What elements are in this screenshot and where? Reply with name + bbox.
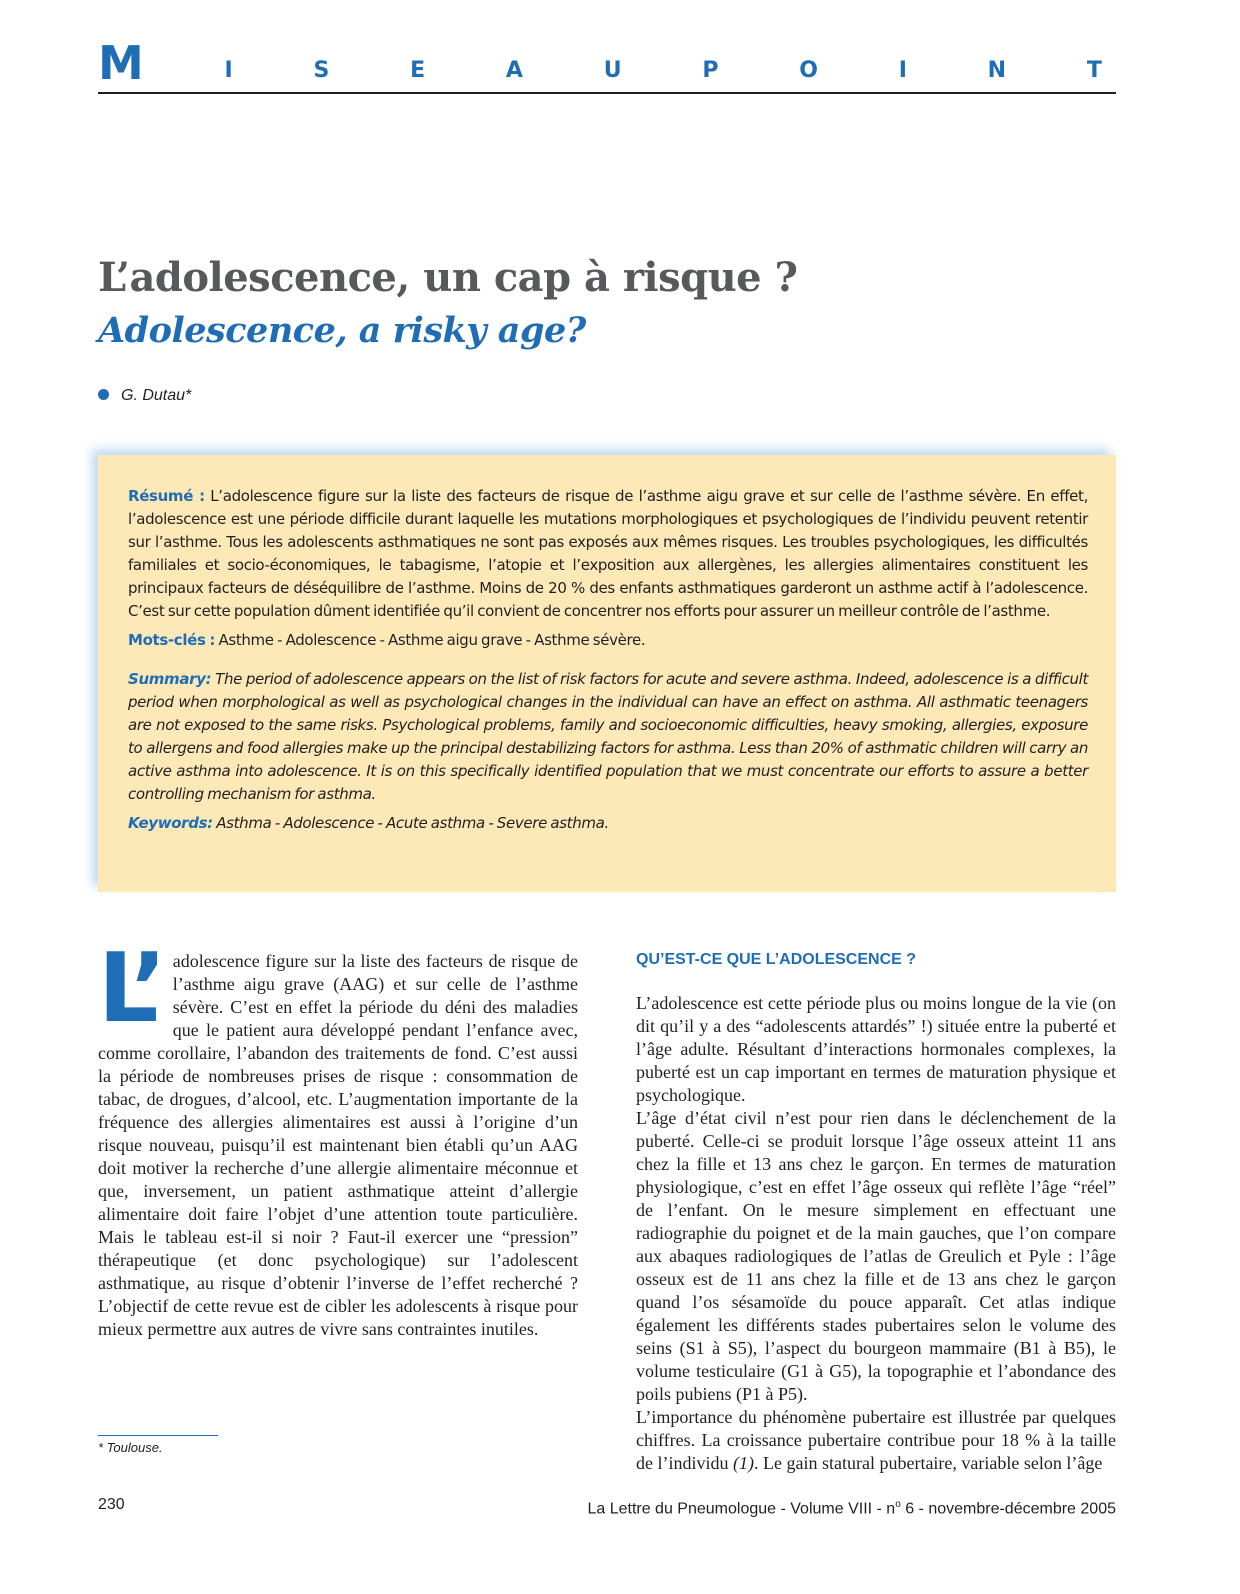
- section-rubric: [98, 36, 1116, 94]
- body-paragraph: L’adolescence est cette période plus ou moins longue de la vie (on dit qu’il y a des “adolescents attardés” !) située entre la puberté et l’âge adulte. Résultant d’interactions hormonales complexes, la puberté est un cap important en termes de maturation physique et psychologique.: [636, 993, 1116, 1105]
- summary-paragraph: [128, 668, 1088, 806]
- author-line: [98, 386, 191, 406]
- page-number: 230: [98, 1496, 125, 1513]
- resume-text: L’adolescence figure sur la liste des facteurs de risque de l’asthme aigu grave et sur celle de l’asthme sévère. En effet, l’adolescence est une période difficile durant laquelle les mutations morphologiques et psychologiques de l’individu peuvent retentir sur l’asthme. Tous les adolescents asthmatiques ne sont pas exposés aux mêmes risques. Les troubles psychologiques, les difficultés familiales et socio-économiques, le tabagisme, l’atopie et l’exposition aux allergènes, les allergies alimentaires constituent les principaux facteurs de déséquilibre de l’asthme. Moins de 20 % des enfants asthmatiques garderont un asthme actif à l’adolescence. C’est sur cette population dûment identifiée qu’il convient de concentrer nos efforts pour assurer un meilleur contrôle de l’asthme.: [128, 487, 1088, 620]
- motscles-label: Mots-clés :: [128, 631, 216, 649]
- body-paragraph: L’âge d’état civil n’est pour rien dans le déclenchement de la puberté. Celle-ci se produit lorsque l’âge osseux atteint 11 ans chez la fille et 13 ans chez le garçon. En termes de maturation physiologique, c’est en effet l’âge osseux qui reflète l’âge “réel” de l’enfant. On le mesure simplement en effectuant une radiographie du poignet et de la main gauches, que l’on compare aux abaques radiologiques de l’atlas de Greulich et Pyle : l’âge osseux est de 11 ans chez la fille et de 13 ans chez le garçon quand l’os sésamoïde du pouce apparaît. Cet atlas indique également les différents stades pubertaires selon le volume des seins (S1 à S5), l’aspect du bourgeon mammaire (B1 à B5), le volume testiculaire (G1 à G5), la topographie et l’abondance des poils pubiens (P1 à P5).: [636, 1108, 1116, 1404]
- journal-superscript: o: [895, 1499, 901, 1510]
- body-column-left: [98, 934, 578, 1341]
- section-heading: QU’EST-CE QUE L’ADOLESCENCE ?: [636, 951, 917, 968]
- body-text: . Le gain statural pubertaire, variable selon l’âge: [754, 1453, 1103, 1473]
- resume-label: Résumé :: [128, 487, 205, 505]
- summary-text: The period of adolescence appears on the list of risk factors for acute and severe asthma. Indeed, adolescence is a difficult period when morphological as well as psychological changes in the individual can have an effect on asthma. All asthmatic teenagers are not exposed to the same risks. Psychological problems, family and socioeconomic difficulties, heavy smoking, allergies, exposure to allergens and food allergies make up the principal destabilizing factors for asthma. Less than 20% of asthmatic children will carry an active asthma into adolescence. It is on this specifically identified population that we must concentrate our efforts to assure a better controlling mechanism for asthma.: [128, 670, 1088, 803]
- body-column-right: [636, 950, 1116, 1475]
- body-text: L’importance du phénomène pubertaire est illustrée par quelques chiffres. La croissance pubertaire contribue pour 18 % à la taille de l’individu: [636, 1407, 1116, 1473]
- journal-citation: [587, 1495, 1116, 1519]
- footnote: * Toulouse.: [98, 1440, 163, 1455]
- intro-paragraph: adolescence figure sur la liste des facteurs de risque de l’asthme aigu grave (AAG) et sur celle de l’asthme sévère. C’est en effet la période du déni des maladies que le patient aura développé pendant l’enfance avec, comme corollaire, l’abandon des traitements de fond. C’est aussi la période de nombreuses prises de risque : consommation de tabac, de drogues, d’alcool, etc. L’augmentation importante de la fréquence des allergies alimentaires est aussi à l’origine d’un risque nouveau, puisqu’il est maintenant bien établi qu’un AAG doit motiver la recherche d’une allergie alimentaire méconnue et que, inversement, un patient asthmatique atteint d’allergie alimentaire doit faire l’objet d’une attention toute particulière. Mais le tableau est-il si noir ? Faut-il exercer une “pression” thérapeutique (et donc psychologique) sur l’adolescent asthmatique, au risque d’obtenir l’inverse de l’effet recherché ? L’objectif de cette revue est de cibler les adolescents à risque pour mieux permettre aux autres de vivre sans contraintes inutiles.: [98, 951, 578, 1339]
- motscles-paragraph: [128, 629, 1088, 652]
- rubric-letter: T: [1086, 58, 1102, 83]
- bullet-icon: [98, 389, 109, 400]
- drop-cap: L’: [98, 934, 161, 1044]
- journal-text: La Lettre du Pneumologue - Volume VIII - n: [587, 1500, 896, 1518]
- rubric-letter: M: [98, 36, 144, 90]
- journal-text: 6 - novembre-décembre 2005: [900, 1500, 1116, 1518]
- abstract-box: [98, 455, 1116, 892]
- resume-paragraph: [128, 485, 1088, 623]
- reference-link[interactable]: (1): [733, 1453, 754, 1473]
- rubric-letter: P: [702, 58, 719, 83]
- rubric-letter: S: [313, 58, 330, 83]
- body-paragraph: [636, 1406, 1116, 1475]
- keywords-label: Keywords:: [128, 814, 213, 832]
- rubric-letter: N: [987, 58, 1007, 83]
- footnote-divider: [98, 1435, 218, 1436]
- rubric-letter: I: [898, 58, 907, 83]
- summary-label: Summary:: [128, 670, 212, 688]
- rubric-letter: E: [410, 58, 426, 83]
- rubric-letter: O: [799, 58, 818, 83]
- keywords-paragraph: [128, 812, 1088, 835]
- rubric-letter: U: [603, 58, 622, 83]
- author-name: G. Dutau*: [121, 387, 192, 404]
- article-title: L’adolescence, un cap à risque ?: [98, 254, 798, 301]
- rubric-letter: A: [505, 58, 523, 83]
- rubric-letter: I: [224, 58, 233, 83]
- keywords-text: Asthma - Adolescence - Acute asthma - Severe asthma.: [216, 814, 609, 832]
- abstract-content: [128, 485, 1088, 835]
- article-subtitle: Adolescence, a risky age?: [98, 310, 586, 351]
- motscles-text: Asthme - Adolescence - Asthme aigu grave - Asthme sévère.: [218, 631, 646, 649]
- rubric-letters: [98, 36, 1102, 90]
